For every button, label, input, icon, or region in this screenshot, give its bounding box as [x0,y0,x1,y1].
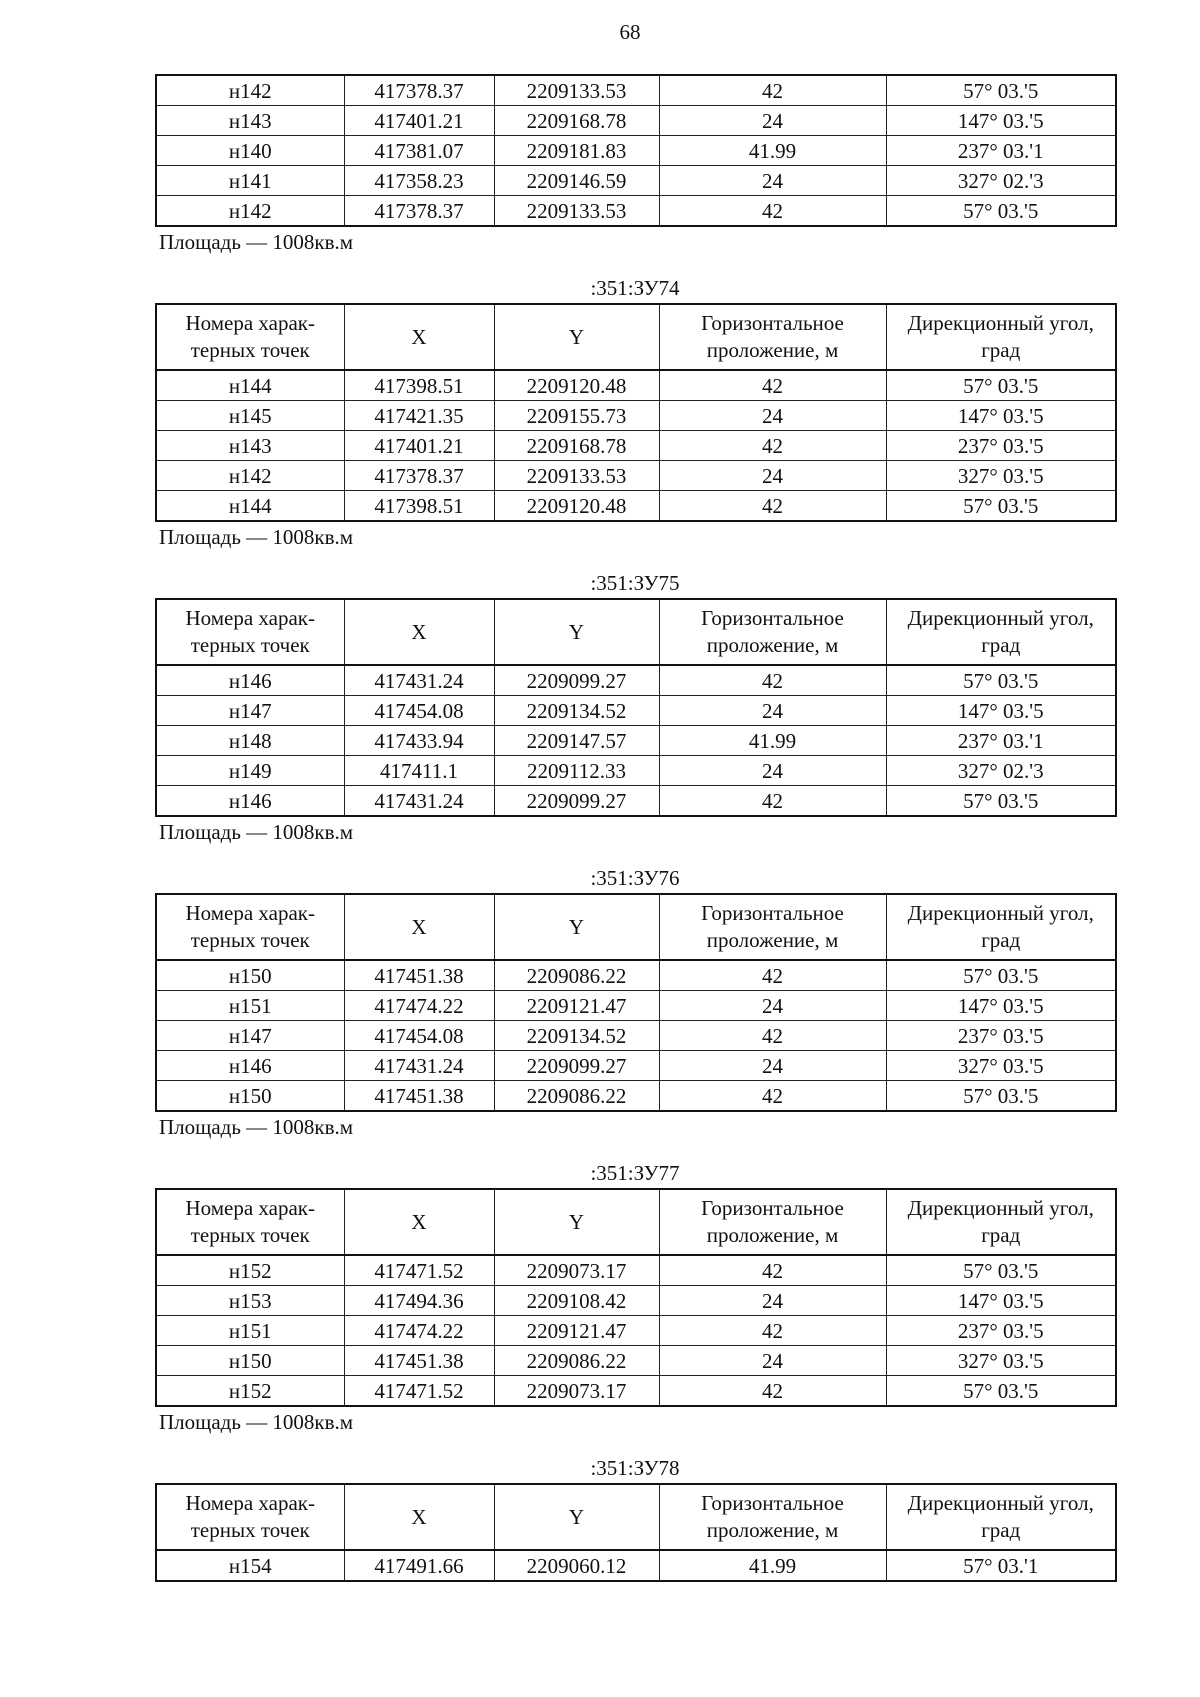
direction-angle: 57° 03.'5 [886,786,1116,817]
area-note: Площадь — 1008кв.м [159,525,354,549]
table-row [156,786,1116,817]
coord-x: 417378.37 [344,196,494,227]
header-x: X [344,599,494,665]
coord-y: 2209108.42 [494,1286,659,1316]
coord-x: 417378.37 [344,75,494,106]
table-row [156,991,1116,1021]
point-id: н153 [156,1286,344,1316]
plot-title: :351:ЗУ74 [590,276,680,300]
table-body [156,1255,1116,1406]
plot-title: :351:ЗУ77 [590,1161,680,1185]
point-id: н150 [156,960,344,991]
direction-angle: 57° 03.'5 [886,196,1116,227]
table-row [156,1550,1116,1581]
plot-section-2 [155,566,1115,847]
coord-y: 2209133.53 [494,461,659,491]
table-row [156,1316,1116,1346]
coord-y: 2209168.78 [494,431,659,461]
horizontal-length: 24 [659,106,886,136]
direction-angle: 327° 02.'3 [886,166,1116,196]
horizontal-length: 42 [659,1081,886,1112]
direction-angle: 147° 03.'5 [886,696,1116,726]
horizontal-length: 42 [659,196,886,227]
direction-angle: 57° 03.'5 [886,491,1116,522]
point-id: н151 [156,1316,344,1346]
direction-angle: 57° 03.'5 [886,960,1116,991]
header-y: Y [494,1484,659,1550]
plot-section-4 [155,1156,1115,1437]
table-row [156,75,1116,106]
table-row [156,1255,1116,1286]
header-y: Y [494,304,659,370]
header-row [156,894,1116,960]
direction-angle: 147° 03.'5 [886,1286,1116,1316]
coord-x: 417494.36 [344,1286,494,1316]
direction-angle: 147° 03.'5 [886,991,1116,1021]
table-row [156,401,1116,431]
area-note: Площадь — 1008кв.м [159,1410,354,1434]
area-note: Площадь — 1008кв.м [159,1115,354,1139]
header-x: X [344,1189,494,1255]
point-id: н148 [156,726,344,756]
horizontal-length: 42 [659,665,886,696]
horizontal-length: 24 [659,696,886,726]
point-id: н146 [156,665,344,696]
table-row [156,431,1116,461]
direction-angle: 327° 03.'5 [886,1346,1116,1376]
table-row [156,106,1116,136]
point-id: н151 [156,991,344,1021]
direction-angle: 237° 03.'1 [886,726,1116,756]
coord-x: 417421.35 [344,401,494,431]
coord-x: 417398.51 [344,491,494,522]
continuation-section [155,74,1115,257]
header-direction: Дирекционный угол, град [886,1189,1116,1255]
coord-x: 417451.38 [344,960,494,991]
coord-x: 417471.52 [344,1376,494,1407]
coord-y: 2209147.57 [494,726,659,756]
horizontal-length: 24 [659,461,886,491]
header-y: Y [494,599,659,665]
point-id: н152 [156,1255,344,1286]
point-id: н144 [156,370,344,401]
table-row [156,1051,1116,1081]
direction-angle: 237° 03.'1 [886,136,1116,166]
point-id: н142 [156,196,344,227]
plot-section-3 [155,861,1115,1142]
point-id: н147 [156,696,344,726]
coord-y: 2209086.22 [494,1081,659,1112]
coordinates-table-continuation [155,74,1117,227]
direction-angle: 57° 03.'5 [886,1255,1116,1286]
direction-angle: 327° 03.'5 [886,461,1116,491]
table-row [156,491,1116,522]
coordinates-table [155,1483,1117,1582]
coord-y: 2209112.33 [494,756,659,786]
header-horizontal: Горизонтальное проложение, м [659,1484,886,1550]
table-row [156,461,1116,491]
table-row [156,370,1116,401]
point-id: н149 [156,756,344,786]
coord-y: 2209086.22 [494,1346,659,1376]
header-y: Y [494,1189,659,1255]
header-points: Номера харак-терных точек [156,894,344,960]
coord-x: 417431.24 [344,1051,494,1081]
table-row [156,196,1116,227]
point-id: н150 [156,1081,344,1112]
coord-y: 2209060.12 [494,1550,659,1581]
horizontal-length: 42 [659,491,886,522]
coord-y: 2209168.78 [494,106,659,136]
header-points: Номера харак-терных точек [156,304,344,370]
table-row [156,960,1116,991]
direction-angle: 237° 03.'5 [886,1316,1116,1346]
horizontal-length: 42 [659,370,886,401]
direction-angle: 147° 03.'5 [886,401,1116,431]
direction-angle: 237° 03.'5 [886,431,1116,461]
plot-title: :351:ЗУ78 [590,1456,680,1480]
point-id: н142 [156,75,344,106]
coord-x: 417431.24 [344,786,494,817]
horizontal-length: 24 [659,166,886,196]
coord-x: 417451.38 [344,1346,494,1376]
coord-x: 417358.23 [344,166,494,196]
header-direction: Дирекционный угол, град [886,894,1116,960]
direction-angle: 57° 03.'5 [886,75,1116,106]
horizontal-length: 24 [659,1286,886,1316]
coord-y: 2209155.73 [494,401,659,431]
coord-x: 417454.08 [344,696,494,726]
horizontal-length: 41.99 [659,1550,886,1581]
plot-title: :351:ЗУ76 [590,866,680,890]
coord-y: 2209099.27 [494,665,659,696]
direction-angle: 57° 03.'5 [886,1376,1116,1407]
header-x: X [344,1484,494,1550]
header-row [156,304,1116,370]
point-id: н141 [156,166,344,196]
horizontal-length: 41.99 [659,726,886,756]
table-row [156,1081,1116,1112]
point-id: н140 [156,136,344,166]
coordinates-table [155,598,1117,817]
direction-angle: 327° 02.'3 [886,756,1116,786]
coord-y: 2209099.27 [494,1051,659,1081]
header-direction: Дирекционный угол, град [886,599,1116,665]
plot-section-1 [155,271,1115,552]
plot-section-5 [155,1451,1115,1582]
coord-x: 417454.08 [344,1021,494,1051]
coordinates-table [155,893,1117,1112]
coord-x: 417401.21 [344,106,494,136]
coord-y: 2209086.22 [494,960,659,991]
table-row [156,696,1116,726]
point-id: н145 [156,401,344,431]
area-note: Площадь — 1008кв.м [159,230,354,254]
coord-x: 417433.94 [344,726,494,756]
table-row [156,1376,1116,1407]
header-points: Номера харак-терных точек [156,599,344,665]
header-horizontal: Горизонтальное проложение, м [659,894,886,960]
header-y: Y [494,894,659,960]
point-id: н144 [156,491,344,522]
header-x: X [344,304,494,370]
header-row [156,1484,1116,1550]
table-row [156,1286,1116,1316]
horizontal-length: 42 [659,431,886,461]
direction-angle: 237° 03.'5 [886,1021,1116,1051]
point-id: н152 [156,1376,344,1407]
coord-y: 2209120.48 [494,370,659,401]
coord-y: 2209146.59 [494,166,659,196]
coord-x: 417411.1 [344,756,494,786]
horizontal-length: 42 [659,786,886,817]
table-row [156,136,1116,166]
header-row [156,599,1116,665]
table-row [156,726,1116,756]
point-id: н143 [156,431,344,461]
point-id: н146 [156,786,344,817]
direction-angle: 57° 03.'1 [886,1550,1116,1581]
horizontal-length: 41.99 [659,136,886,166]
direction-angle: 147° 03.'5 [886,106,1116,136]
coord-y: 2209121.47 [494,1316,659,1346]
table-row [156,1346,1116,1376]
coord-x: 417474.22 [344,991,494,1021]
coord-y: 2209181.83 [494,136,659,166]
plots-container [155,271,1115,1582]
table-body [156,665,1116,816]
header-row [156,1189,1116,1255]
coord-x: 417491.66 [344,1550,494,1581]
header-points: Номера харак-терных точек [156,1189,344,1255]
coord-y: 2209099.27 [494,786,659,817]
coord-x: 417378.37 [344,461,494,491]
coord-x: 417471.52 [344,1255,494,1286]
horizontal-length: 42 [659,1316,886,1346]
direction-angle: 57° 03.'5 [886,665,1116,696]
coord-y: 2209073.17 [494,1376,659,1407]
horizontal-length: 24 [659,1346,886,1376]
point-id: н154 [156,1550,344,1581]
header-x: X [344,894,494,960]
coord-x: 417401.21 [344,431,494,461]
header-direction: Дирекционный угол, град [886,1484,1116,1550]
direction-angle: 57° 03.'5 [886,1081,1116,1112]
coord-y: 2209073.17 [494,1255,659,1286]
coord-y: 2209134.52 [494,1021,659,1051]
point-id: н142 [156,461,344,491]
page-number: 68 [619,20,641,44]
point-id: н150 [156,1346,344,1376]
point-id: н143 [156,106,344,136]
coord-y: 2209120.48 [494,491,659,522]
coord-x: 417381.07 [344,136,494,166]
horizontal-length: 42 [659,960,886,991]
direction-angle: 327° 03.'5 [886,1051,1116,1081]
horizontal-length: 42 [659,1255,886,1286]
header-direction: Дирекционный угол, град [886,304,1116,370]
header-horizontal: Горизонтальное проложение, м [659,304,886,370]
table-body [156,1550,1116,1581]
point-id: н147 [156,1021,344,1051]
horizontal-length: 24 [659,401,886,431]
horizontal-length: 24 [659,991,886,1021]
plot-title: :351:ЗУ75 [590,571,680,595]
horizontal-length: 24 [659,1051,886,1081]
horizontal-length: 24 [659,756,886,786]
horizontal-length: 42 [659,75,886,106]
coord-x: 417474.22 [344,1316,494,1346]
coord-y: 2209133.53 [494,196,659,227]
coord-x: 417398.51 [344,370,494,401]
horizontal-length: 42 [659,1021,886,1051]
table-row [156,1021,1116,1051]
coord-y: 2209121.47 [494,991,659,1021]
header-horizontal: Горизонтальное проложение, м [659,1189,886,1255]
table-body [156,75,1116,226]
table-row [156,166,1116,196]
direction-angle: 57° 03.'5 [886,370,1116,401]
coordinates-table [155,303,1117,522]
coord-x: 417451.38 [344,1081,494,1112]
coord-y: 2209134.52 [494,696,659,726]
table-row [156,665,1116,696]
document-body [155,74,1115,1582]
coord-x: 417431.24 [344,665,494,696]
horizontal-length: 42 [659,1376,886,1407]
header-points: Номера харак-терных точек [156,1484,344,1550]
table-body [156,960,1116,1111]
table-row [156,756,1116,786]
area-note: Площадь — 1008кв.м [159,820,354,844]
coord-y: 2209133.53 [494,75,659,106]
table-body [156,370,1116,521]
header-horizontal: Горизонтальное проложение, м [659,599,886,665]
point-id: н146 [156,1051,344,1081]
coordinates-table [155,1188,1117,1407]
